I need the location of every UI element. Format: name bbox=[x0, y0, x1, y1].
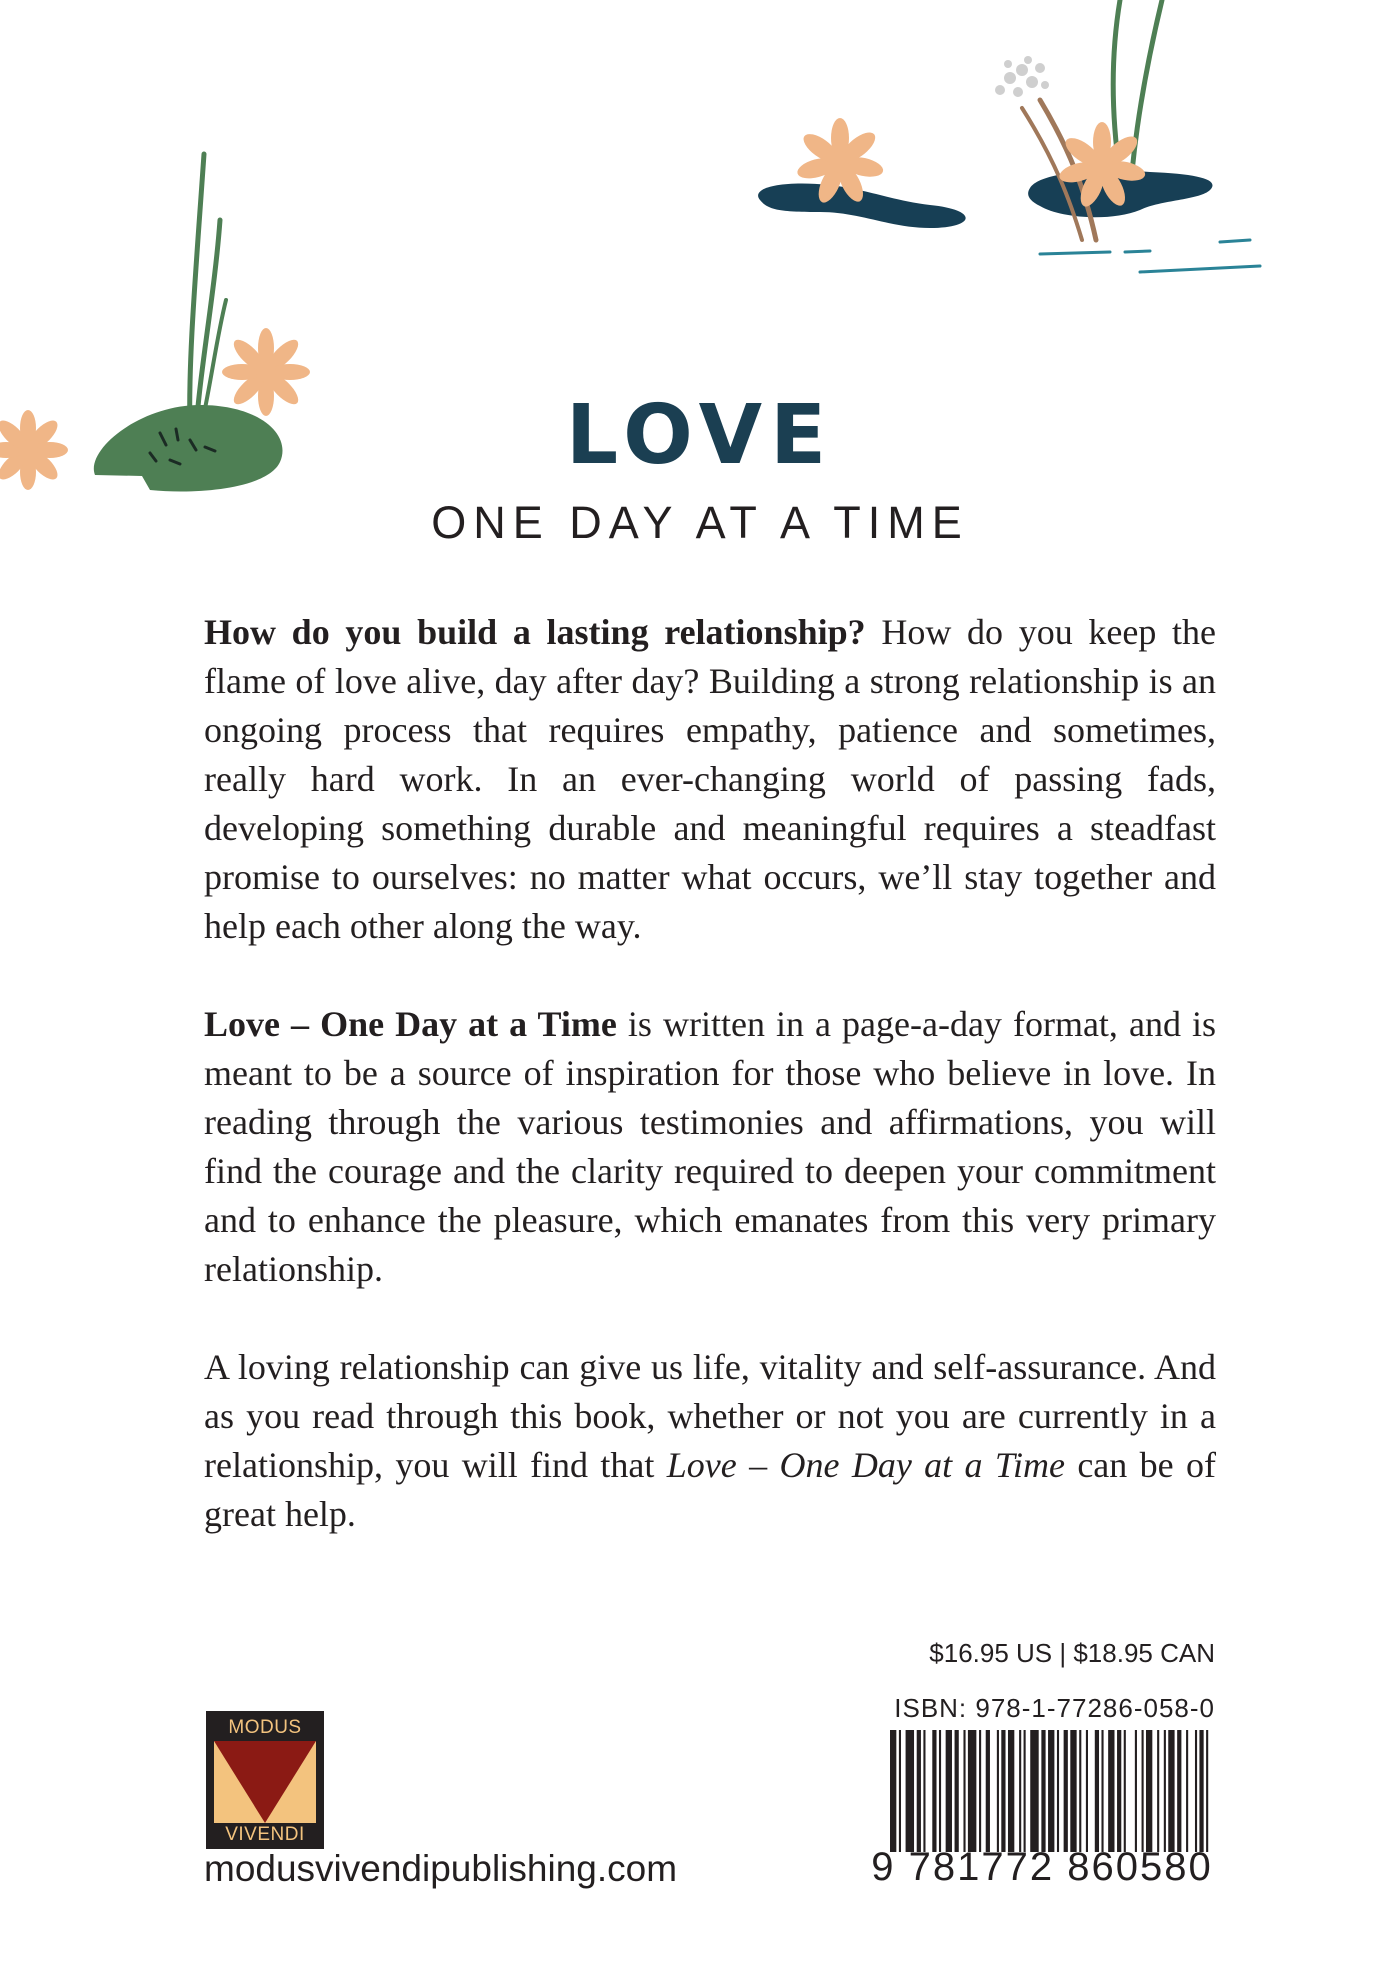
back-cover-blurb bbox=[204, 608, 1216, 1588]
barcode-bar bbox=[1041, 1730, 1045, 1852]
blurb-lead-question: How do you build a lasting relationship? bbox=[204, 612, 866, 652]
blurb-text: is written in a page-a-day format, and is meant to be a source of inspiration for those who believe in love. In reading through the various testimonies and affirmations, you will find the courage and the clarity required to deepen your commitment and to enhance the pleasure, which emanates from this very primary relationship. bbox=[204, 1004, 1216, 1289]
barcode-bar bbox=[1164, 1730, 1166, 1852]
barcode-bar bbox=[997, 1730, 999, 1852]
barcode-bar bbox=[932, 1730, 936, 1852]
barcode-bar bbox=[1079, 1730, 1081, 1852]
barcode-bar bbox=[890, 1730, 896, 1852]
barcode-bar bbox=[1168, 1730, 1174, 1852]
logo-emblem bbox=[214, 1741, 316, 1823]
barcode-bar bbox=[946, 1730, 952, 1852]
barcode-bar bbox=[1177, 1730, 1181, 1852]
barcode-bar bbox=[1135, 1730, 1137, 1852]
blurb-book-name: Love – One Day at a Time bbox=[204, 1004, 617, 1044]
book-subtitle: ONE DAY AT A TIME bbox=[431, 497, 969, 548]
publisher-website: modusvivendipublishing.com bbox=[204, 1848, 678, 1889]
logo-top-text: MODUS bbox=[228, 1717, 302, 1738]
barcode-bar bbox=[1057, 1730, 1059, 1852]
barcode-bar bbox=[968, 1730, 976, 1852]
barcode-bar bbox=[923, 1730, 925, 1852]
barcode-bar bbox=[1019, 1730, 1021, 1852]
barcode-bar bbox=[955, 1730, 959, 1852]
barcode-bar bbox=[1095, 1730, 1099, 1852]
barcode-bar bbox=[1064, 1730, 1068, 1852]
blurb-text: How do you keep the flame of love alive, day after day? Building a strong relationship is an ongoing process that requires empathy, patience and sometimes, really hard work. In an ever-changing world of passing fads, developing something durable and meaningful requires a steadfast promise to ourselves: no matter what occurs, we’ll stay together and help each other along the way. bbox=[204, 612, 1217, 946]
barcode-bar bbox=[1024, 1730, 1026, 1852]
blurb-paragraph-1 bbox=[204, 608, 1216, 951]
barcode-bar bbox=[1101, 1730, 1103, 1852]
reed-stem bbox=[1132, 0, 1162, 172]
barcode bbox=[890, 1730, 1215, 1852]
barcode-bar bbox=[1070, 1730, 1076, 1852]
barcode-bar bbox=[1124, 1730, 1126, 1852]
blurb-book-name-italic: Love – One Day at a Time bbox=[666, 1445, 1065, 1485]
barcode-bar bbox=[1030, 1730, 1038, 1852]
barcode-bar bbox=[1008, 1730, 1014, 1852]
barcode-bar bbox=[906, 1730, 914, 1852]
barcode-bar bbox=[917, 1730, 921, 1852]
barcode-bar bbox=[939, 1730, 941, 1852]
barcode-bar bbox=[1086, 1730, 1088, 1852]
barcode-bar bbox=[1117, 1730, 1121, 1852]
barcode-number: 9 781772 860580 bbox=[871, 1845, 1213, 1889]
logo-bottom-text: VIVENDI bbox=[225, 1824, 305, 1845]
barcode-bar bbox=[1195, 1730, 1197, 1852]
barcode-bar bbox=[1199, 1730, 1203, 1852]
price-label: $16.95 US | $18.95 CAN bbox=[929, 1638, 1215, 1668]
barcode-bar bbox=[979, 1730, 981, 1852]
isbn-label: ISBN: 978-1-77286-058-0 bbox=[894, 1693, 1215, 1723]
book-title: LOVE bbox=[565, 388, 835, 483]
blurb-paragraph-3 bbox=[204, 1343, 1216, 1539]
barcode-bar bbox=[1001, 1730, 1005, 1852]
barcode-bar bbox=[963, 1730, 965, 1852]
barcode-bar bbox=[986, 1730, 990, 1852]
barcode-bar bbox=[1146, 1730, 1152, 1852]
publisher-logo bbox=[206, 1711, 324, 1849]
barcode-bar bbox=[1108, 1730, 1114, 1852]
barcode-bar bbox=[1206, 1730, 1208, 1852]
blurb-text: A loving relationship can give us life, vitality and self-assurance. And as you read through this book, whether or not you are currently in a relationship, you will find that bbox=[204, 1347, 1216, 1485]
barcode-bar bbox=[1186, 1730, 1188, 1852]
barcode-bar bbox=[1157, 1730, 1159, 1852]
blurb-text: can be of great help. bbox=[204, 1445, 1216, 1534]
barcode-bar bbox=[1142, 1730, 1144, 1852]
barcode-bar bbox=[1048, 1730, 1054, 1852]
cattail-seed-head bbox=[995, 56, 1049, 97]
blurb-paragraph-2 bbox=[204, 1000, 1216, 1294]
pond-illustration bbox=[740, 0, 1300, 300]
barcode-bar bbox=[899, 1730, 901, 1852]
